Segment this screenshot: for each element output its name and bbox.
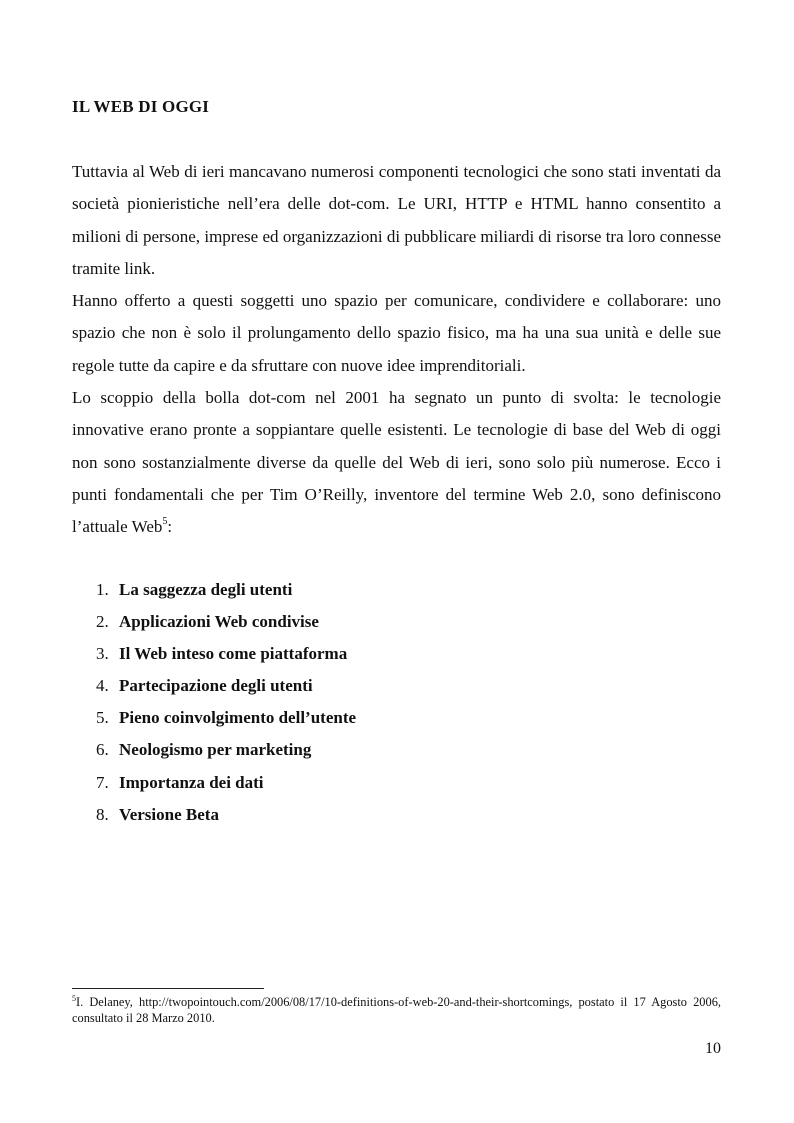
list-item-label: Pieno coinvolgimento dell’utente <box>119 708 357 728</box>
list-item-number: 2. <box>96 612 109 632</box>
list-item <box>96 767 356 799</box>
list-item-label: Applicazioni Web condivise <box>119 612 319 632</box>
list-item <box>96 799 356 831</box>
footnote-marker: 5 <box>72 994 76 1003</box>
paragraph-3-text: Lo scoppio della bolla dot-com nel 2001 ha segnato un punto di svolta: le tecnologie innovative erano pronte a soppiantare quelle esistenti. Le tecnologie di base del Web di oggi non sono sostanzialmente diverse da quelle del Web di ieri, sono solo più numerose. Ecco i punti fondamentali che per Tim O’Reilly, inventore del termine Web 2.0, sono definiscono l’attuale Web <box>72 388 721 537</box>
list-item <box>96 670 356 702</box>
list-item <box>96 574 356 606</box>
list-item-label: Partecipazione degli utenti <box>119 676 313 696</box>
list-item-number: 6. <box>96 740 109 760</box>
paragraph-3 <box>72 382 721 543</box>
footnote-text: I. Delaney, http://twopointouch.com/2006/08/17/10-definitions-of-web-20-and-their-shortcomings, postato il 17 Agosto 2006, consultato il 28 Marzo 2010. <box>72 995 721 1025</box>
list-item-number: 5. <box>96 708 109 728</box>
list-item <box>96 606 356 638</box>
footnote <box>72 994 721 1026</box>
footnote-reference[interactable]: 5 <box>162 516 168 528</box>
list-item-label: Il Web inteso come piattaforma <box>119 644 348 664</box>
list-item-label: La saggezza degli utenti <box>119 580 293 599</box>
paragraph-3-end: : <box>167 517 173 537</box>
list-item <box>96 734 356 766</box>
body-text <box>72 156 721 544</box>
list-item-label: Versione Beta <box>119 804 219 824</box>
list-item-label: Importanza dei dati <box>119 772 264 792</box>
list-item-number: 1. <box>96 580 109 599</box>
footnote-divider <box>72 988 264 989</box>
web20-principles-list <box>96 574 356 831</box>
list-item-number: 3. <box>96 644 109 664</box>
list-item <box>96 638 356 670</box>
paragraph-2: Hanno offerto a questi soggetti uno spazio per comunicare, condividere e collaborare: uno spazio che non è solo il prolungamento dello spazio fisico, ma ha una sua unità e delle sue regole tutte da capire e da sfruttare con nuove idee imprenditoriali. <box>72 291 721 375</box>
paragraph-1: Tuttavia al Web di ieri mancavano numerosi componenti tecnologici che sono stati inventati da società pionieristiche nell’era delle dot-com. Le URI, HTTP e HTML hanno consentito a milioni di persone, imprese ed organizzazioni di pubblicare miliardi di risorse tra loro connesse tramite link. <box>72 162 721 278</box>
list-item-number: 8. <box>96 804 109 824</box>
list-item-number: 4. <box>96 676 109 696</box>
list-item-label: Neologismo per marketing <box>119 740 312 760</box>
list-item-number: 7. <box>96 772 109 792</box>
page-number: 10 <box>705 1040 721 1057</box>
document-page <box>72 0 721 1123</box>
list-item <box>96 702 356 734</box>
section-heading: IL WEB DI OGGI <box>72 97 210 116</box>
